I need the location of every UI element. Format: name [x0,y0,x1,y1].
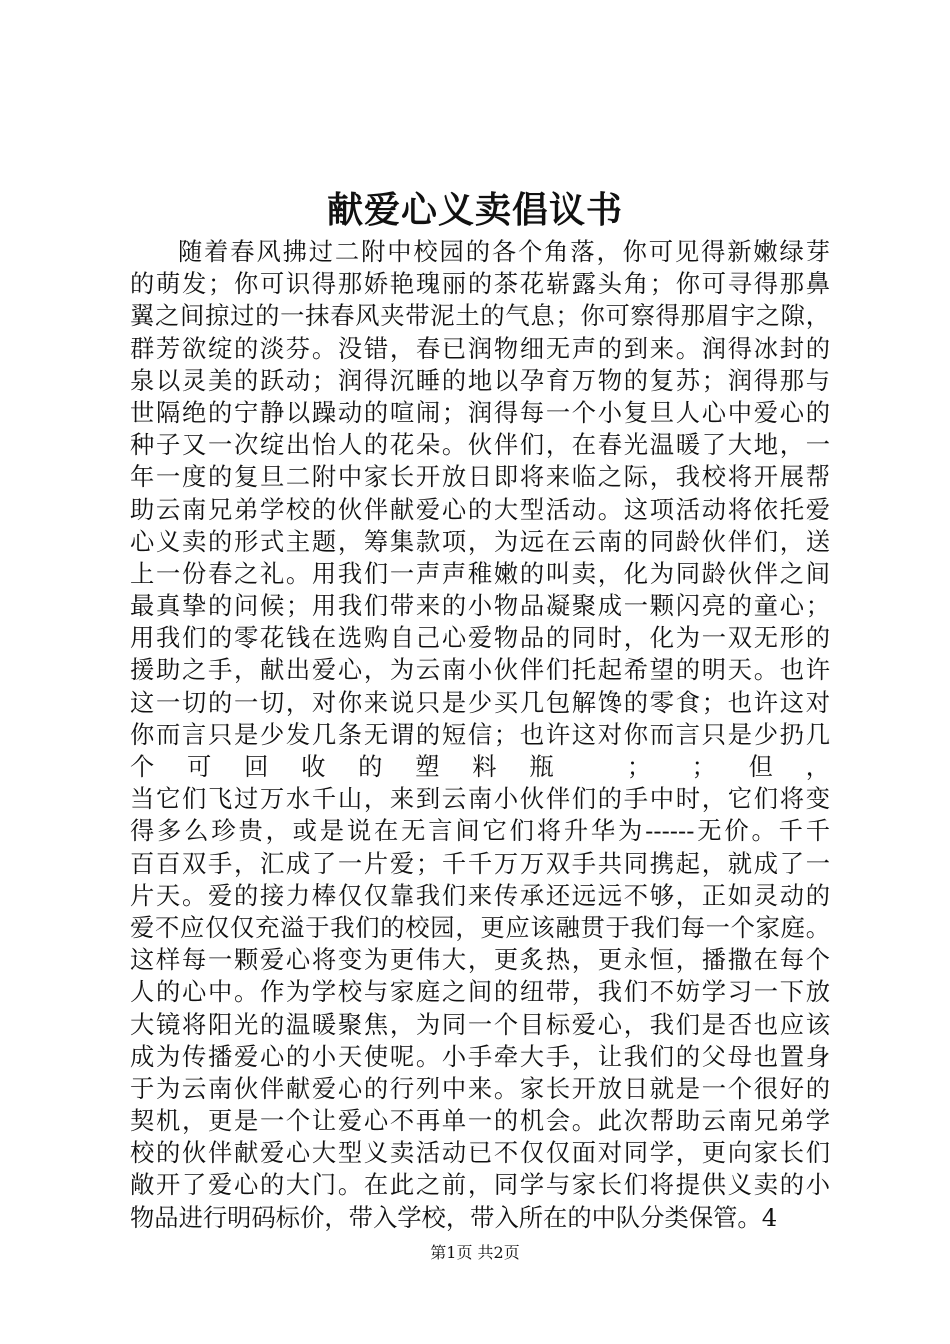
body-line: 人的心中。作为学校与家庭之间的纽带，我们不妨学习一下放 [130,977,830,1007]
body-line: 大镜将阳光的温暖聚焦，为同一个目标爱心，我们是否也应该 [130,1009,830,1039]
document-body [130,236,830,1234]
body-line: 泉以灵美的跃动；润得沉睡的地以孕育万物的复苏；润得那与 [130,365,830,395]
body-line: 心义卖的形式主题，筹集款项，为远在云南的同龄伙伴们，送 [130,526,830,556]
body-line: 助云南兄弟学校的伙伴献爱心的大型活动。这项活动将依托爱 [130,494,830,524]
body-line: 最真挚的问候；用我们带来的小物品凝聚成一颗闪亮的童心； [130,591,830,621]
body-line: 世隔绝的宁静以躁动的喧闹；润得每一个小复旦人心中爱心的 [130,397,830,427]
body-line: 校的伙伴献爱心大型义卖活动已不仅仅面对同学，更向家长们 [130,1138,830,1168]
body-line: 个可回收的塑料瓶 ； ；但， [130,752,830,781]
body-line: 用我们的零花钱在选购自己心爱物品的同时，化为一双无形的 [130,623,830,653]
body-line: 成为传播爱心的小天使呢。小手牵大手，让我们的父母也置身 [130,1041,830,1071]
body-line: 你而言只是少发几条无谓的短信；也许这对你而言只是少扔几 [130,719,830,749]
body-line: 群芳欲绽的淡芬。没错，春已润物细无声的到来。润得冰封的 [130,333,830,363]
body-line: 这一切的一切，对你来说只是少买几包解馋的零食；也许这对 [130,687,830,717]
body-line: 百百双手，汇成了一片爱；千千万万双手共同携起，就成了一 [130,848,830,878]
body-line: 这样每一颗爱心将变为更伟大，更炙热，更永恒，播撒在每个 [130,945,830,975]
body-line: 物品进行明码标价，带入学校，带入所在的中队分类保管。4 [130,1202,778,1232]
body-line: 种子又一次绽出怡人的花朵。伙伴们，在春光温暖了大地，一 [130,430,830,460]
body-line: 契机，更是一个让爱心不再单一的机会。此次帮助云南兄弟学 [130,1106,830,1136]
body-line: 援助之手，献出爱心，为云南小伙伴们托起希望的明天。也许 [130,655,830,685]
body-line: 当它们飞过万水千山，来到云南小伙伴们的手中时，它们将变 [130,784,830,814]
body-line: 片天。爱的接力棒仅仅靠我们来传承还远远不够，正如灵动的 [130,880,830,910]
body-line: 爱不应仅仅充溢于我们的校园，更应该融贯于我们每一个家庭。 [130,912,830,942]
body-line: 翼之间掠过的一抹春风夹带泥土的气息；你可察得那眉宇之隙， [130,301,830,331]
document-title: 献爱心义卖倡议书 [326,189,623,231]
body-line: 敞开了爱心的大门。在此之前，同学与家长们将提供义卖的小 [130,1170,830,1200]
body-line: 随着春风拂过二附中校园的各个角落，你可见得新嫩绿芽 [178,237,830,266]
body-line: 年一度的复旦二附中家长开放日即将来临之际，我校将开展帮 [130,462,830,492]
body-line: 得多么珍贵，或是说在无言间它们将升华为------无价。千千 [130,816,830,846]
body-line: 上一份春之礼。用我们一声声稚嫩的叫卖，化为同龄伙伴之间 [130,558,830,588]
body-line: 的萌发；你可识得那娇艳瑰丽的茶花崭露头角；你可寻得那鼻 [130,269,830,299]
body-line: 于为云南伙伴献爱心的行列中来。家长开放日就是一个很好的 [130,1073,830,1103]
page-footer: 第1页 共2页 [430,1243,520,1262]
